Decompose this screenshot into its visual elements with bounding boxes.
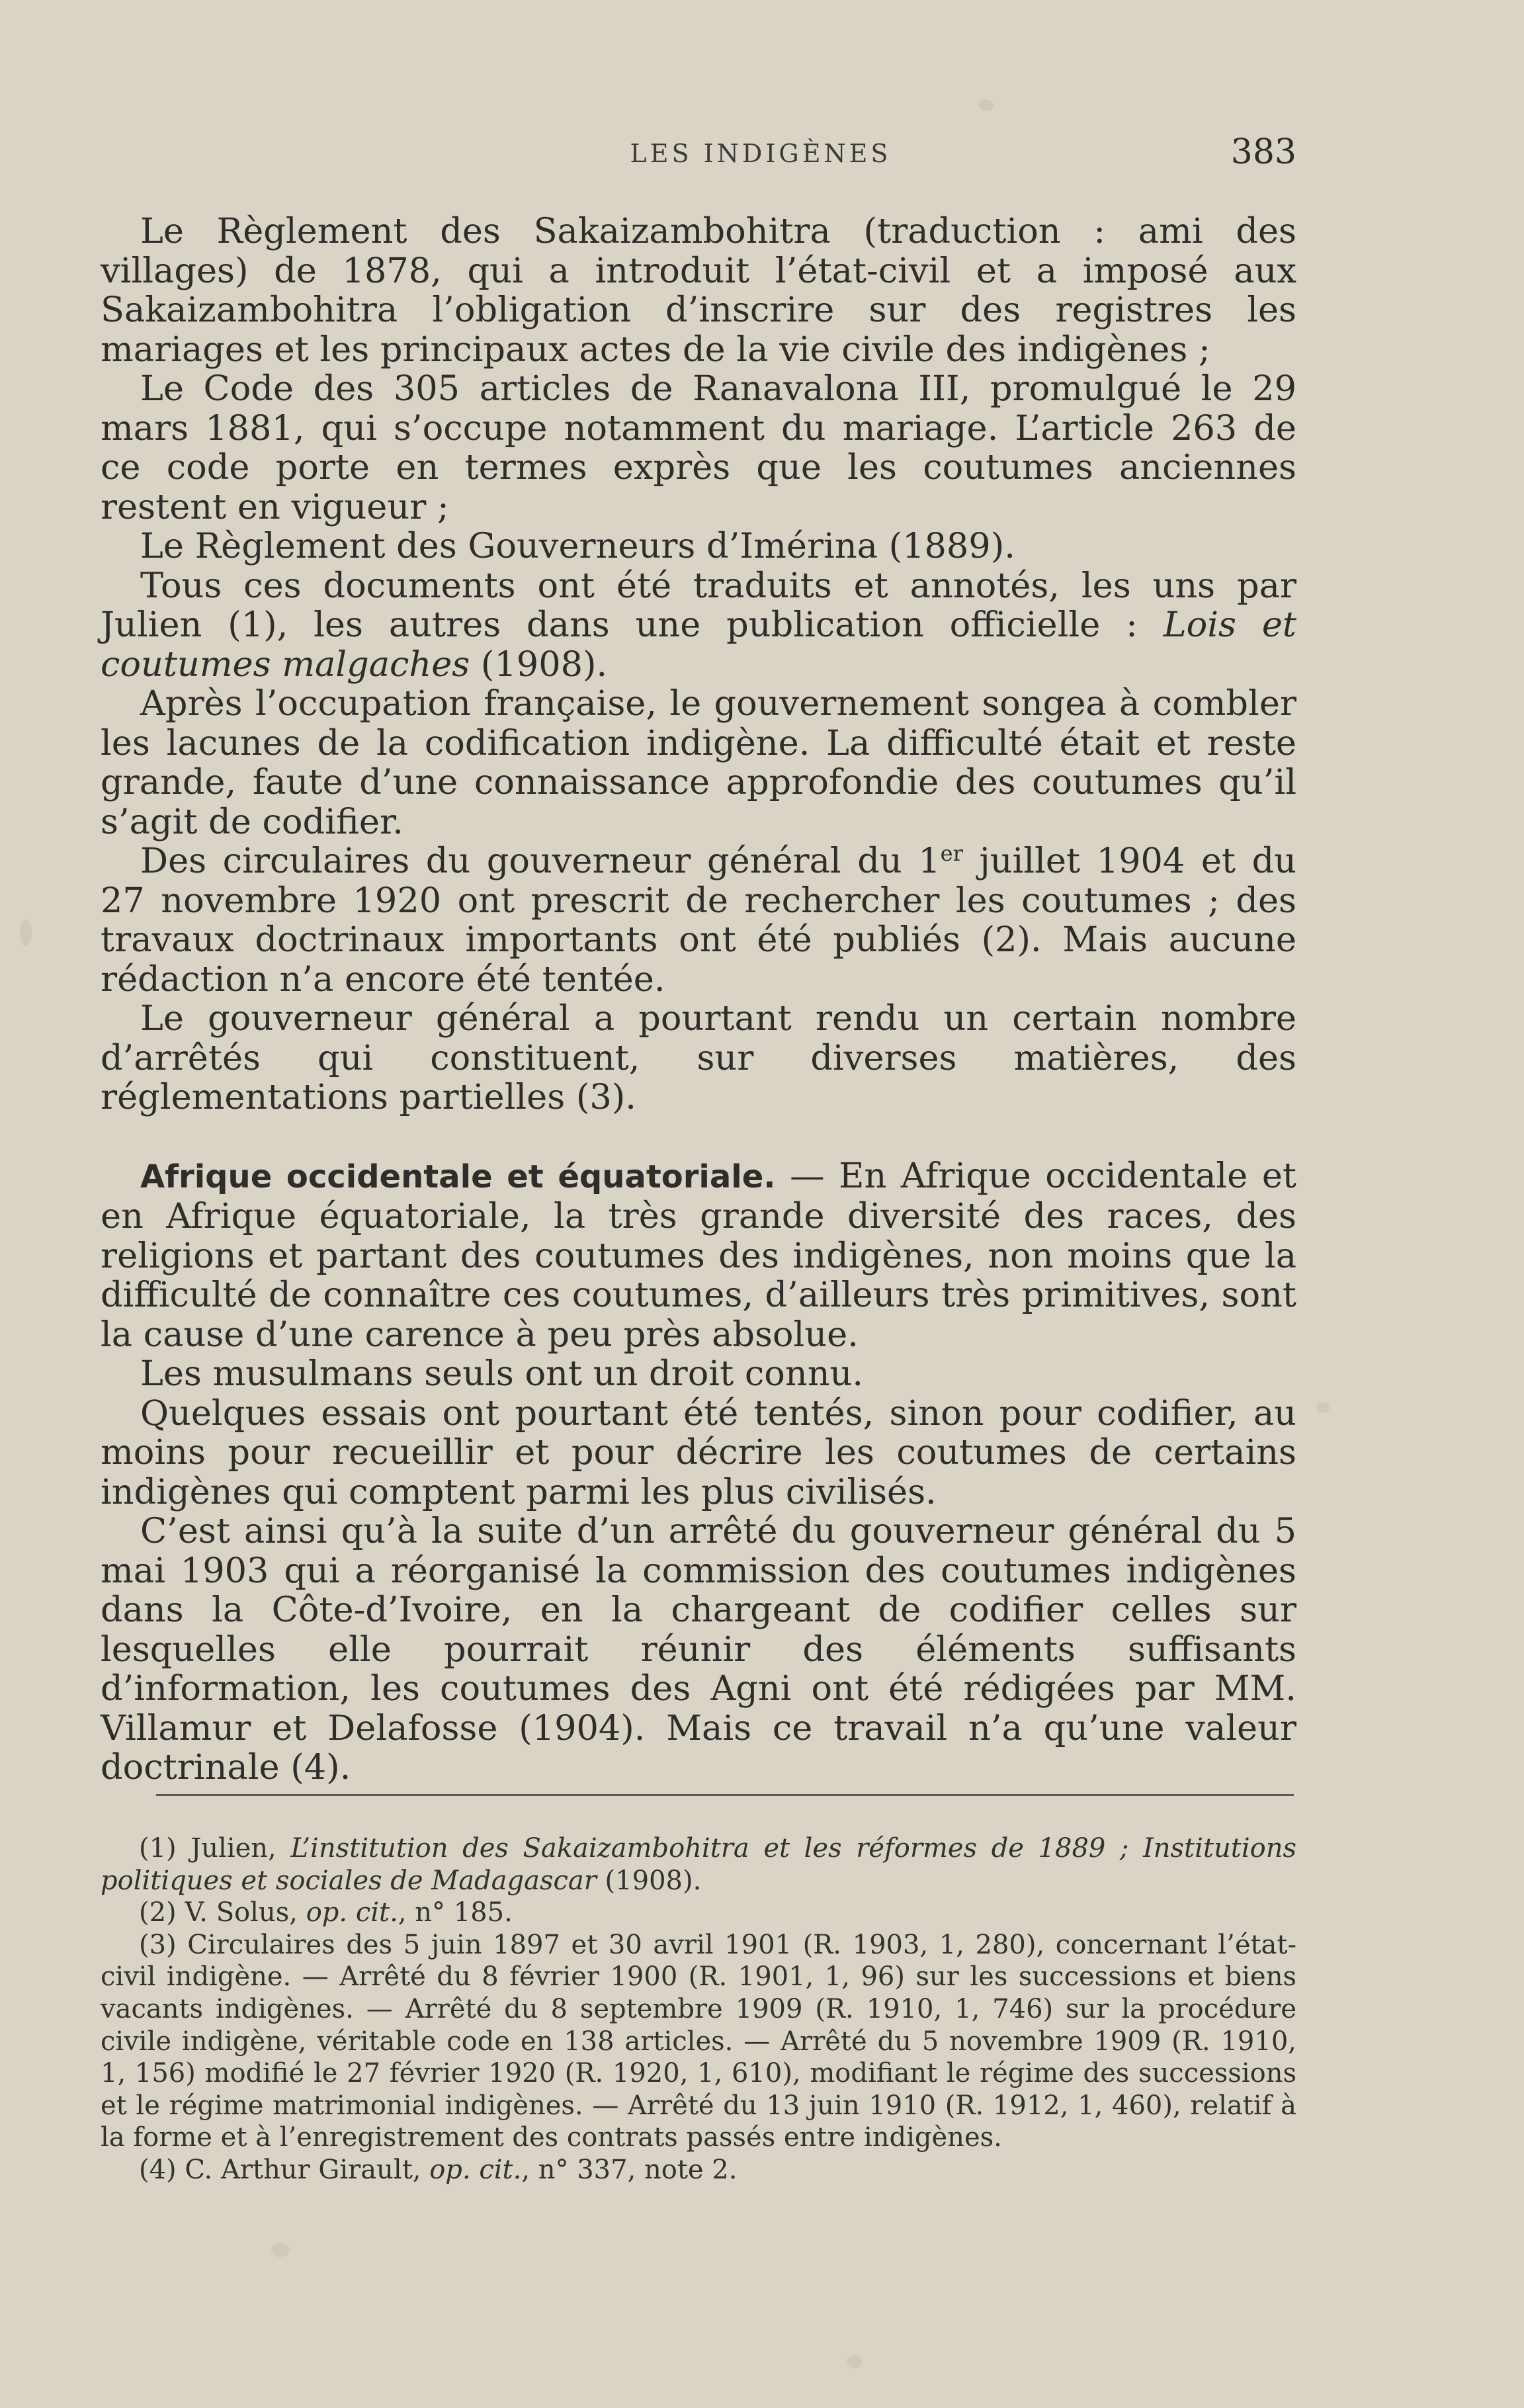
paragraph (101, 566, 1296, 685)
footnote-text: , n° 185. (398, 1897, 513, 1928)
ordinal-superscript: er (940, 841, 963, 866)
paragraph-text: — En Afrique occidentale et en Afrique équatoriale, la très grande diversité des races, des religions et partant des coutumes des indigènes, non moins que la difficulté de connaître ces coutumes, d’ailleurs très primitives, sont la cause d’une carence à peu près absolue. (101, 1155, 1296, 1355)
page-number: 383 (1230, 132, 1296, 172)
paragraph-text: Tous ces documents ont été traduits et annotés, les uns par Julien (1), les autres dans une publication officielle : (101, 565, 1296, 645)
paragraph-text: Des circulaires du gouverneur général du 1 (140, 841, 941, 881)
paper-speck (847, 2355, 863, 2368)
paragraph (101, 841, 1296, 999)
paper-speck (1316, 1402, 1330, 1413)
footnote-title: L’institution des Sakaizambohitra et les réformes de 1889 ; Institutions politiques et sociales de Madagascar (101, 1833, 1297, 1896)
footnote-citation: op. cit. (306, 1897, 398, 1928)
section-gap (101, 1117, 1296, 1156)
footnote (101, 1832, 1296, 1897)
paper-speck (979, 99, 994, 111)
paragraph: Quelques essais ont pourtant été tentés, sinon pour codifier, au moins pour recueillir et pour décrire les coutumes de certains indigènes qui comptent parmi les plus civilisés. (101, 1393, 1296, 1512)
running-title: LES INDIGÈNES (630, 139, 892, 168)
paragraph: Les musulmans seuls ont un droit connu. (140, 1354, 864, 1394)
paragraph-text: juillet 1904 et du 27 novembre 1920 ont prescrit de rechercher les coutumes ; des travaux doctrinaux importants ont été publiés (2). Mais aucune rédaction n’a encore été tentée. (101, 841, 1296, 1000)
footnote-text: (2) V. Solus, (139, 1897, 306, 1928)
publication-title: Lois et coutumes malgaches (101, 605, 1297, 685)
paragraph: Le Code des 305 articles de Ranavalona III, promulgué le 29 mars 1881, qui s’occupe notamment du mariage. L’article 263 de ce code porte en termes exprès que les coutumes anciennes restent en vigueur ; (101, 368, 1296, 527)
paragraph: Après l’occupation française, le gouvernement songea à combler les lacunes de la codification indigène. La difficulté était et reste grande, faute d’une connaissance approfondie des coutumes qu’il s’agit de codifier. (101, 683, 1296, 842)
main-text (101, 212, 1296, 1787)
footnote-text: (1908). (596, 1865, 702, 1896)
paragraph: Le Règlement des Gouverneurs d’Imérina (1889). (140, 526, 1015, 566)
footnote: (3) Circulaires des 5 juin 1897 et 30 avril 1901 (R. 1903, 1, 280), concernant l’état-civil indigène. — Arrêté du 8 février 1900 (R. 1901, 1, 96) sur les successions et biens vacants indigènes. — Arrêté du 8 septembre 1909 (R. 1910, 1, 746) sur la procédure civile indigène, véritable code en 138 articles. — Arrêté du 5 novembre 1909 (R. 1910, 1, 156) modifié le 27 février 1920 (R. 1920, 1, 610), modifiant le régime des successions et le régime matrimonial indigènes. — Arrêté du 13 juin 1910 (R. 1912, 1, 460), relatif à la forme et à l’enregistrement des contrats passés entre indigènes. (101, 1929, 1296, 2153)
paper-speck (20, 920, 32, 946)
paragraph: C’est ainsi qu’à la suite d’un arrêté du gouverneur général du 5 mai 1903 qui a réorganisé la commission des coutumes indigènes dans la Côte-d’Ivoire, en la chargeant de codifier celles sur lesquelles elle pourrait réunir des éléments suffisants d’information, les coutumes des Agni ont été rédigées par MM. Villamur et Delafosse (1904). Mais ce travail n’a qu’une valeur doctrinale (4). (101, 1511, 1296, 1787)
paragraph (101, 1156, 1296, 1355)
footnote-text: , n° 337, note 2. (521, 2154, 738, 2185)
paper-speck (271, 2243, 290, 2257)
footnote-text: (1) Julien, (139, 1833, 291, 1864)
footnote-text: (4) C. Arthur Girault, (139, 2154, 430, 2185)
footnote (101, 1897, 1296, 1929)
footnote (101, 2154, 1296, 2186)
section-heading: Afrique occidentale et équatoriale. (140, 1158, 776, 1195)
footnotes (101, 1832, 1296, 2186)
paragraph: Le gouverneur général a pourtant rendu un certain nombre d’arrêtés qui constituent, sur diverses matières, des réglementations partielles (3). (101, 998, 1296, 1117)
paragraph: Le Règlement des Sakaizambohitra (traduction : ami des villages) de 1878, qui a introduit l’état-civil et a imposé aux Sakaizambohitra l’obligation d’inscrire sur des registres les mariages et les principaux actes de la vie civile des indigènes ; (101, 211, 1296, 370)
paragraph-text: (1908). (470, 644, 608, 685)
footnote-divider (156, 1794, 1294, 1796)
footnote-citation: op. cit. (429, 2154, 522, 2185)
